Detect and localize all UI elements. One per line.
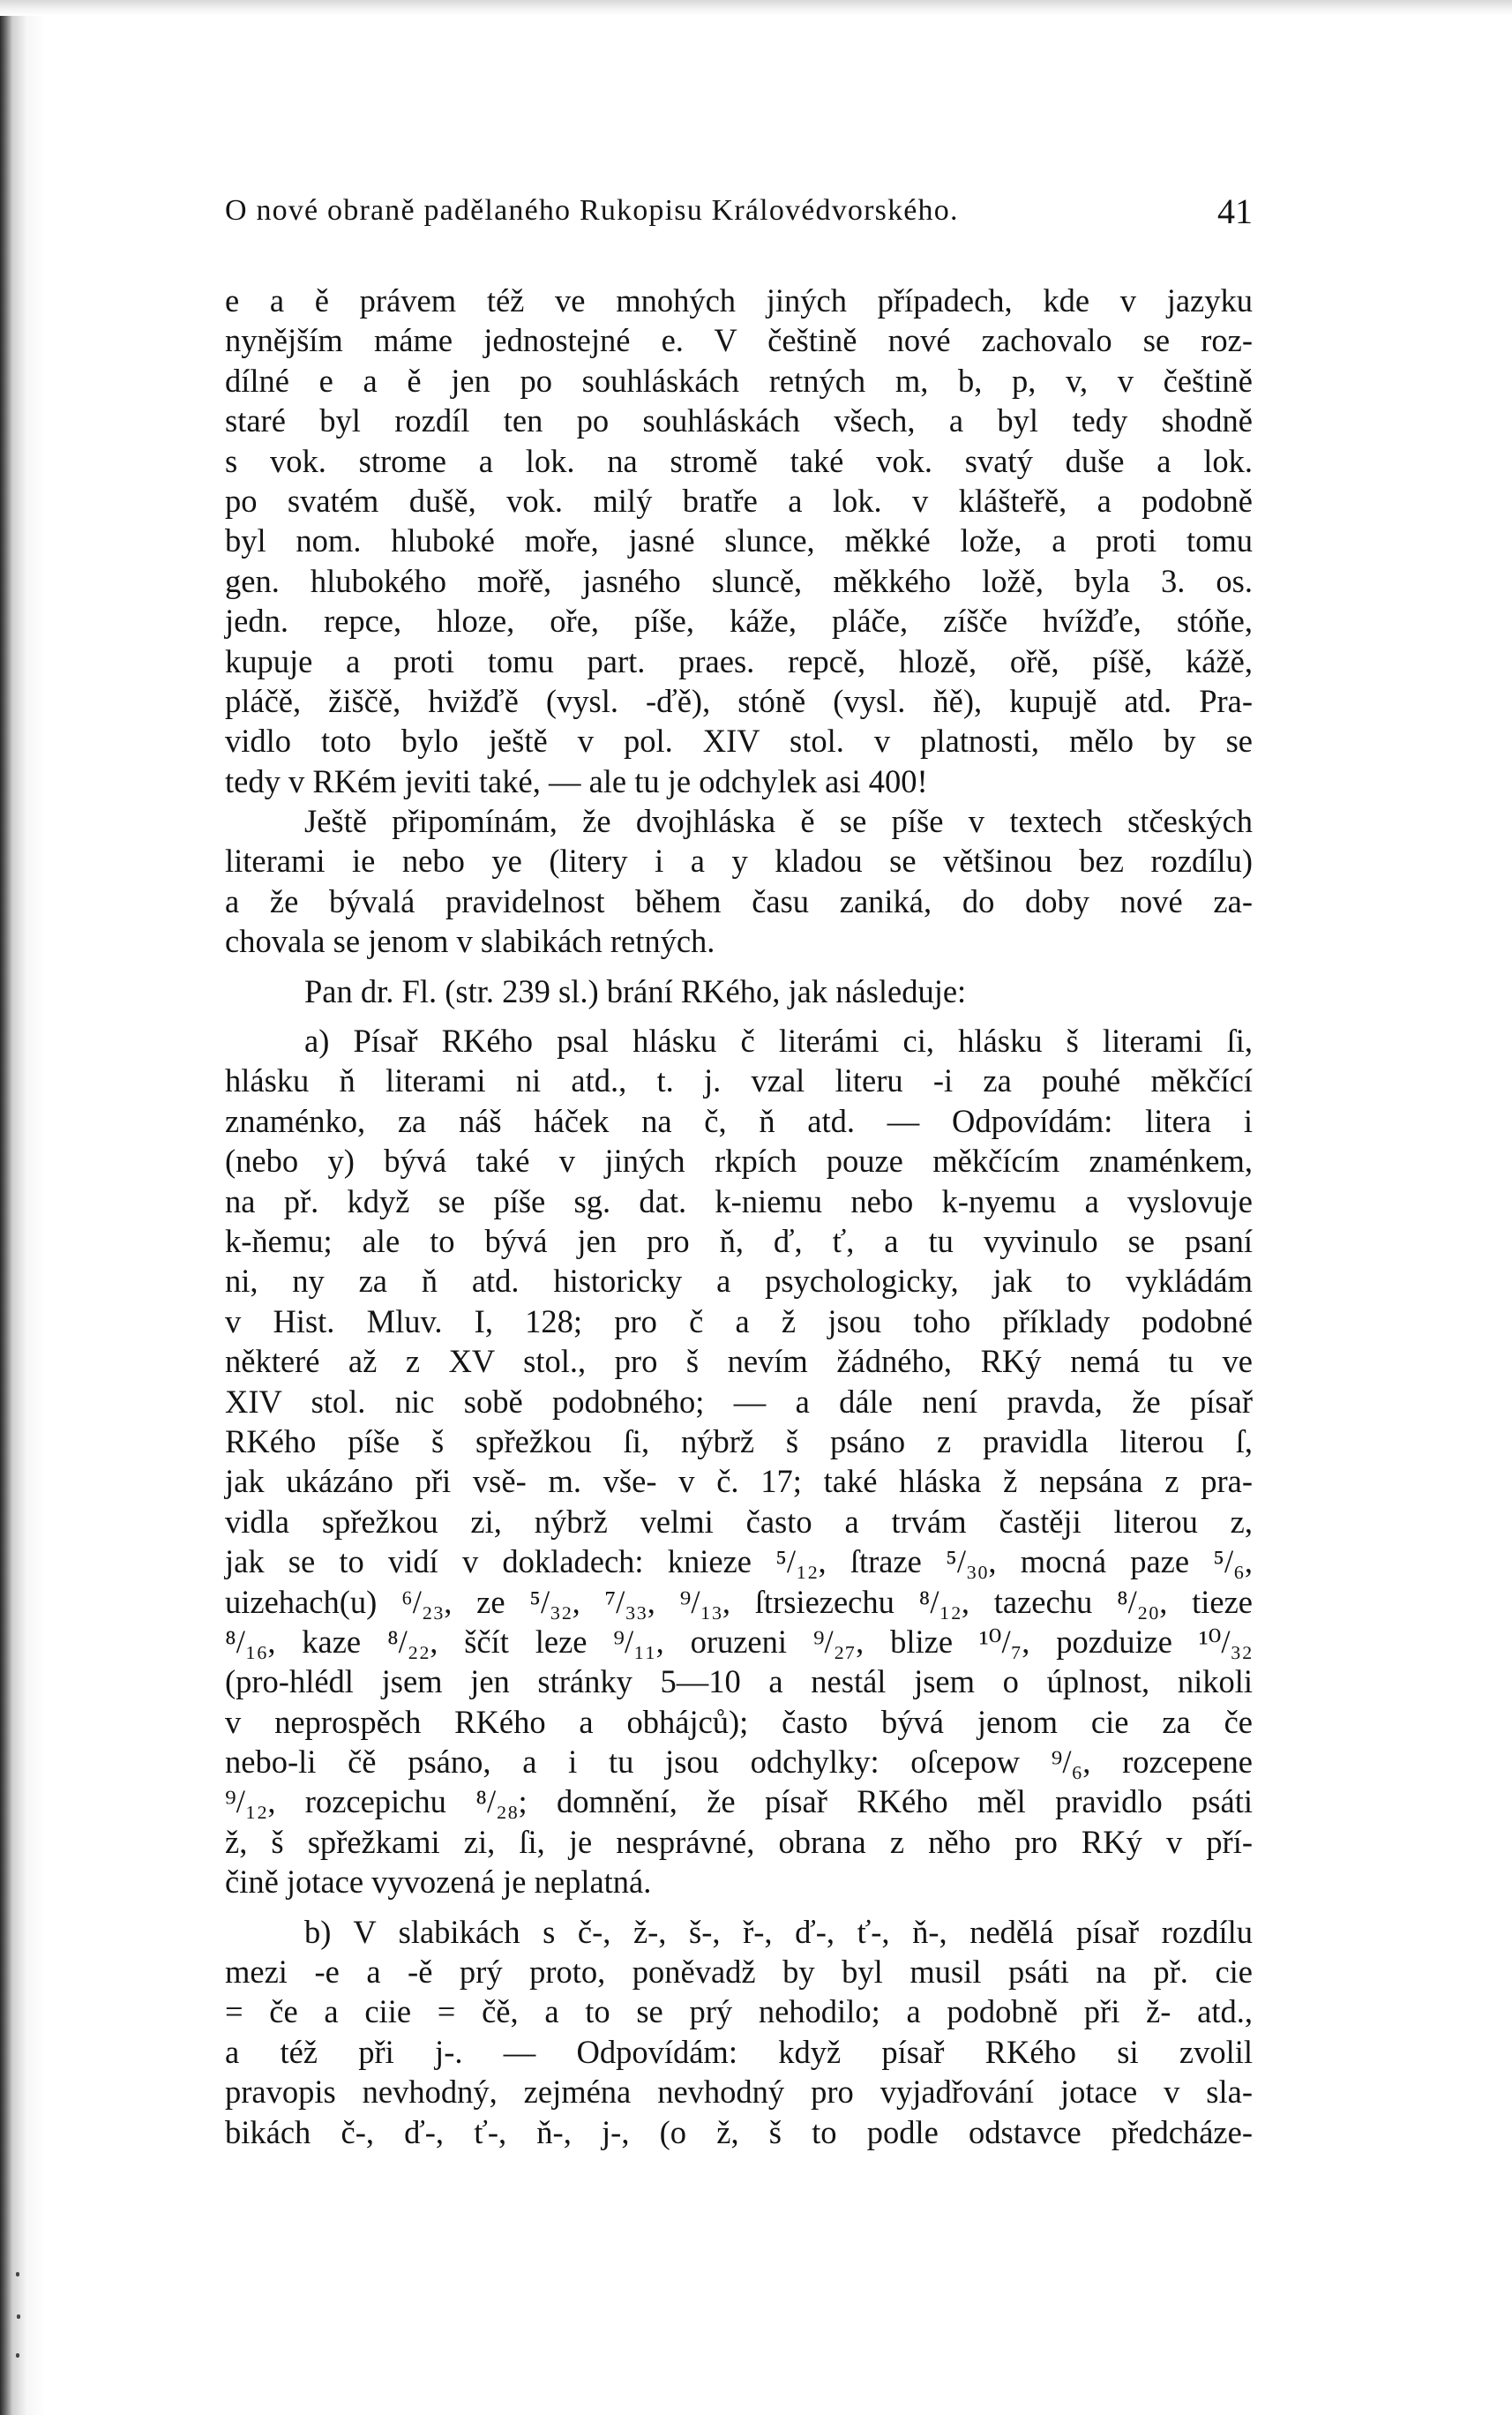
text-line: gen. hlubokého mořě, jasného sluncě, měkkého ložě, byla 3. os. [225, 562, 1253, 599]
paragraph-1 [225, 281, 1253, 801]
running-head [225, 187, 1253, 240]
text-line: b) V slabikách s č-, ž-, š-, ř-, ď-, ť-, ň-, nedělá písař rozdílu [304, 1913, 1253, 1950]
text-line: vidlo toto bylo ještě v pol. XIV stol. v platnosti, mělo by se [225, 723, 1253, 760]
text-line: nebo-li čě psáno, a i tu jsou odchylky: oſcepow ⁹/₆, rozcepene [225, 1744, 1253, 1781]
text-line: kupuje a proti tomu part. praes. repcě, hlozě, ořě, píšě, kážě, [225, 642, 1253, 679]
text-line: jak se to vidí v dokladech: knieze ⁵/₁₂, ſtraze ⁵/₃₀, mocná paze ⁵/₆, [225, 1543, 1253, 1580]
text-line: Ještě připomínám, že dvojhláska ě se píše v textech stčeských [304, 803, 1253, 840]
page-content [225, 187, 1253, 2152]
scan-shadow-top [0, 0, 1512, 16]
text-line: dílné e a ě jen po souhláskách retných m, b, p, v, v češtině [225, 362, 1253, 399]
paragraph-b [225, 1912, 1253, 2152]
text-line: jak ukázáno při vsě- m. vše- v č. 17; také hláska ž nepsána z pra- [225, 1463, 1253, 1500]
text-line: literami ie nebo ye (litery i a y kladou se většinou bez rozdílu) [225, 843, 1253, 880]
text-line: a že bývalá pravidelnost během času zaniká, do doby nové za- [225, 882, 1253, 919]
text-line: ž, š spřežkami zi, ſi, je nesprávné, obrana z něho pro RKý v pří- [225, 1823, 1253, 1860]
running-title: O nové obraně padělaného Rukopisu Královédvorského. [225, 194, 959, 227]
text-line: staré byl rozdíl ten po souhláskách všech, a byl tedy shodně [225, 402, 1253, 439]
paragraph-a [225, 1021, 1253, 1902]
paragraph-2 [225, 801, 1253, 962]
text-line: k-ňemu; ale to bývá jen pro ň, ď, ť, a tu vyvinulo se psaní [225, 1222, 1253, 1259]
margin-specks [16, 2272, 23, 2369]
text-line: e a ě právem též ve mnohých jiných případech, kde v jazyku [225, 282, 1253, 319]
text-line: Pan dr. Fl. (str. 239 sl.) brání RKého, jak následuje: [304, 972, 967, 1009]
text-line: = če a ciie = čě, a to se prý nehodilo; a podobně při ž- atd., [225, 1993, 1253, 2030]
text-line: v Hist. Mluv. I, 128; pro č a ž jsou toho příklady podobné [225, 1302, 1253, 1339]
text-line: a též při j-. — Odpovídám: když písař RKého si zvolil [225, 2033, 1253, 2070]
text-line: v neprospěch RKého a obhájců); často bývá jenom cie za če [225, 1703, 1253, 1740]
text-line: ⁹/₁₂, rozcepichu ⁸/₂₈; domnění, že písař RKého měl pravidlo psáti [225, 1783, 1253, 1820]
text-line: a) Písař RKého psal hlásku č literámi ci, hlásku š literami ſi, [304, 1023, 1253, 1060]
text-line: ⁸/₁₆, kaze ⁸/₂₂, ščít leze ⁹/₁₁, oruzeni ⁹/₂₇, blize ¹⁰/₇, pozduize ¹⁰/₃₂ [225, 1623, 1253, 1660]
paragraph-3 [225, 971, 1253, 1011]
text-line: nynějším máme jednostejné e. V češtině nové zachovalo se roz- [225, 322, 1253, 359]
text-line: mezi -e a -ě prý proto, poněvadž by byl musil psáti na př. cie [225, 1954, 1253, 1991]
text-line: znaménko, za náš háček na č, ň atd. — Odpovídám: litera i [225, 1102, 1253, 1139]
text-line: uizehach(u) ⁶/₂₃, ze ⁵/₃₂, ⁷/₃₃, ⁹/₁₃, ſtrsiezechu ⁸/₁₂, tazechu ⁸/₂₀, tieze [225, 1583, 1253, 1620]
text-line: s vok. strome a lok. na stromě také vok. svatý duše a lok. [225, 442, 1253, 479]
text-line: vidla spřežkou zi, nýbrž velmi často a trvám častěji literou z, [225, 1503, 1253, 1540]
text-line: na př. když se píše sg. dat. k-niemu nebo k-nyemu a vyslovuje [225, 1182, 1253, 1219]
text-line: bikách č-, ď-, ť-, ň-, j-, (o ž, š to podle odstavce předcháze- [225, 2113, 1253, 2150]
text-line: některé až z XV stol., pro š nevím žádného, RKý nemá tu ve [225, 1343, 1253, 1380]
scan-shadow-left [0, 0, 46, 2415]
text-line: byl nom. hluboké moře, jasné slunce, měkké lože, a proti tomu [225, 522, 1253, 559]
text-line: hlásku ň literami ni atd., t. j. vzal literu -i za pouhé měkčící [225, 1062, 1253, 1099]
text-line: tedy v RKém jeviti také, — ale tu je odchylek asi 400! [225, 762, 928, 799]
text-line: ni, ny za ň atd. historicky a psychologicky, jak to vykládám [225, 1263, 1253, 1300]
text-line: chovala se jenom v slabikách retných. [225, 923, 715, 960]
text-line: jedn. repce, hloze, oře, píše, káže, pláče, zíšče hvížďe, stóňe, [225, 603, 1253, 640]
text-line: XIV stol. nic sobě podobného; — a dále není pravda, že písař [225, 1383, 1253, 1420]
text-line: po svatém dušě, vok. milý bratře a lok. v klášteřě, a podobně [225, 482, 1253, 519]
text-line: (nebo y) bývá také v jiných rkpích pouze měkčícím znaménkem, [225, 1143, 1253, 1180]
text-line: pravopis nevhodný, zejména nevhodný pro vyjadřování jotace v sla- [225, 2074, 1253, 2111]
text-line: čině jotace vyvozená je neplatná. [225, 1864, 652, 1901]
body-text [225, 281, 1253, 2152]
text-line: pláčě, žiščě, hvižďě (vysl. -ďě), stóně (vysl. ňě), kupujě atd. Pra- [225, 682, 1253, 719]
text-line: RKého píše š spřežkou ſi, nýbrž š psáno z pravidla literou ſ, [225, 1422, 1253, 1459]
text-line: (pro-hlédl jsem jen stránky 5—10 a nestál jsem o úplnost, nikoli [225, 1663, 1253, 1700]
page-number: 41 [1217, 191, 1253, 231]
